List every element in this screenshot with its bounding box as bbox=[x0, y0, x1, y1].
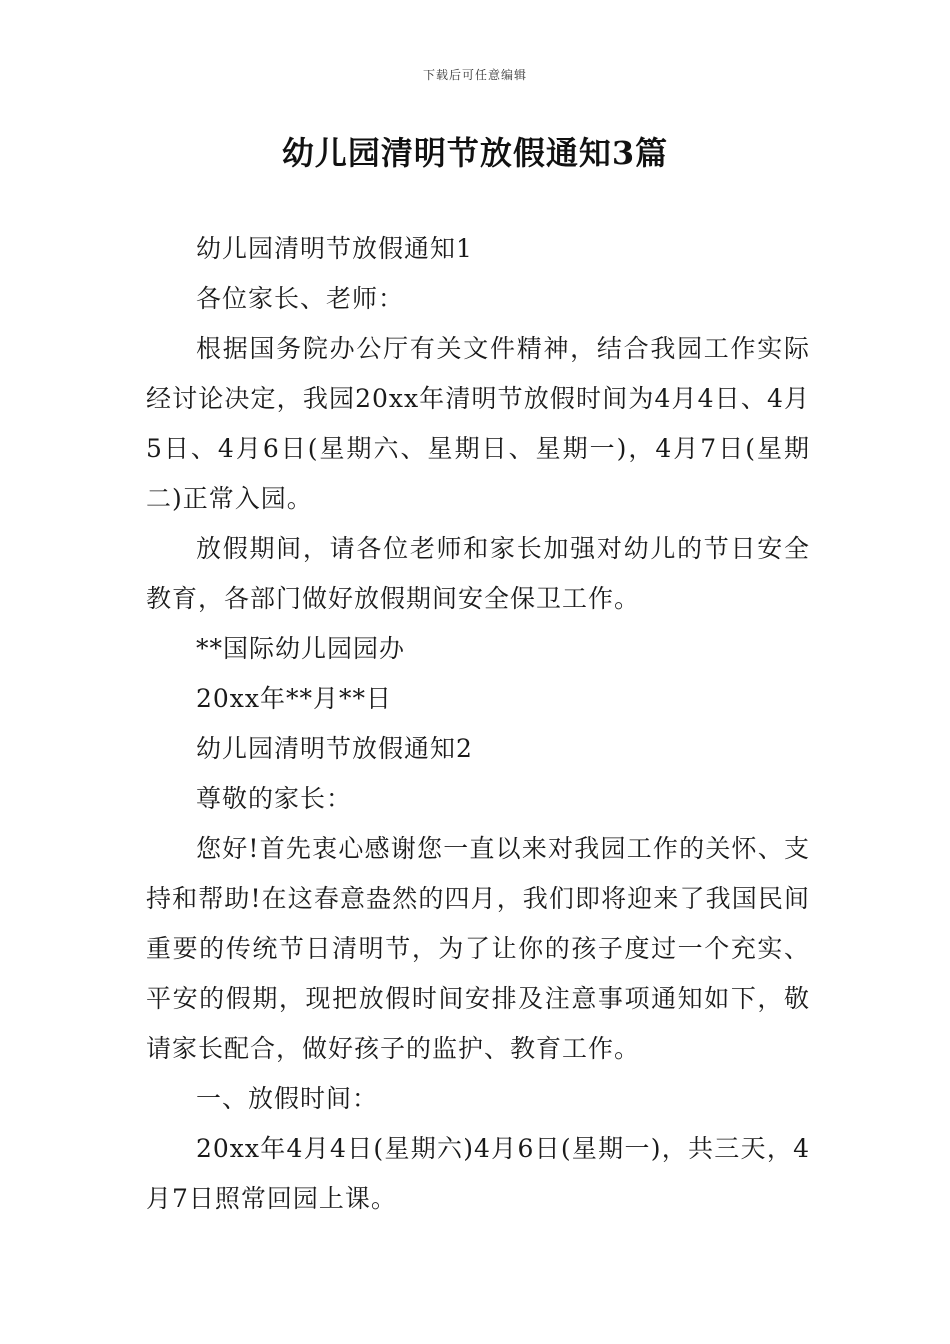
notice-2-section-body: 20xx年4月4日(星期六)4月6日(星期一)，共三天，4月7日照常回园上课。 bbox=[146, 1134, 810, 1213]
notice-1-signature: **国际幼儿园园办 bbox=[196, 634, 406, 663]
header-note: 下载后可任意编辑 bbox=[422, 68, 527, 82]
notice-2-body-intro: 您好!首先衷心感谢您一直以来对我园工作的关怀、支持和帮助!在这春意盎然的四月，我们即将迎来了我国民间重要的传统节日清明节，为了让你的孩子度过一个充实、平安的假期，现把放假时间安排及注意事项通知如下，敬请家长配合，做好孩子的监护、教育工作。 bbox=[146, 834, 810, 1063]
notice-1-body-schedule: 根据国务院办公厅有关文件精神，结合我园工作实际经讨论决定，我园20xx年清明节放假时间为4月4日、4月5日、4月6日(星期六、星期日、星期一)，4月7日(星期二)正常入园。 bbox=[146, 334, 810, 513]
notice-2-heading: 幼儿园清明节放假通知2 bbox=[196, 734, 473, 763]
document-title: 幼儿园清明节放假通知3篇 bbox=[281, 134, 669, 172]
notice-2-salutation: 尊敬的家长： bbox=[196, 784, 353, 813]
notice-1-heading: 幼儿园清明节放假通知1 bbox=[196, 234, 473, 263]
document-body bbox=[146, 224, 810, 1224]
notice-1-salutation: 各位家长、老师： bbox=[196, 284, 405, 313]
notice-1-date: 20xx年**月**日 bbox=[196, 684, 393, 713]
notice-2-section-heading: 一、放假时间： bbox=[196, 1084, 379, 1113]
notice-1-body-safety: 放假期间，请各位老师和家长加强对幼儿的节日安全教育，各部门做好放假期间安全保卫工作。 bbox=[146, 534, 810, 613]
